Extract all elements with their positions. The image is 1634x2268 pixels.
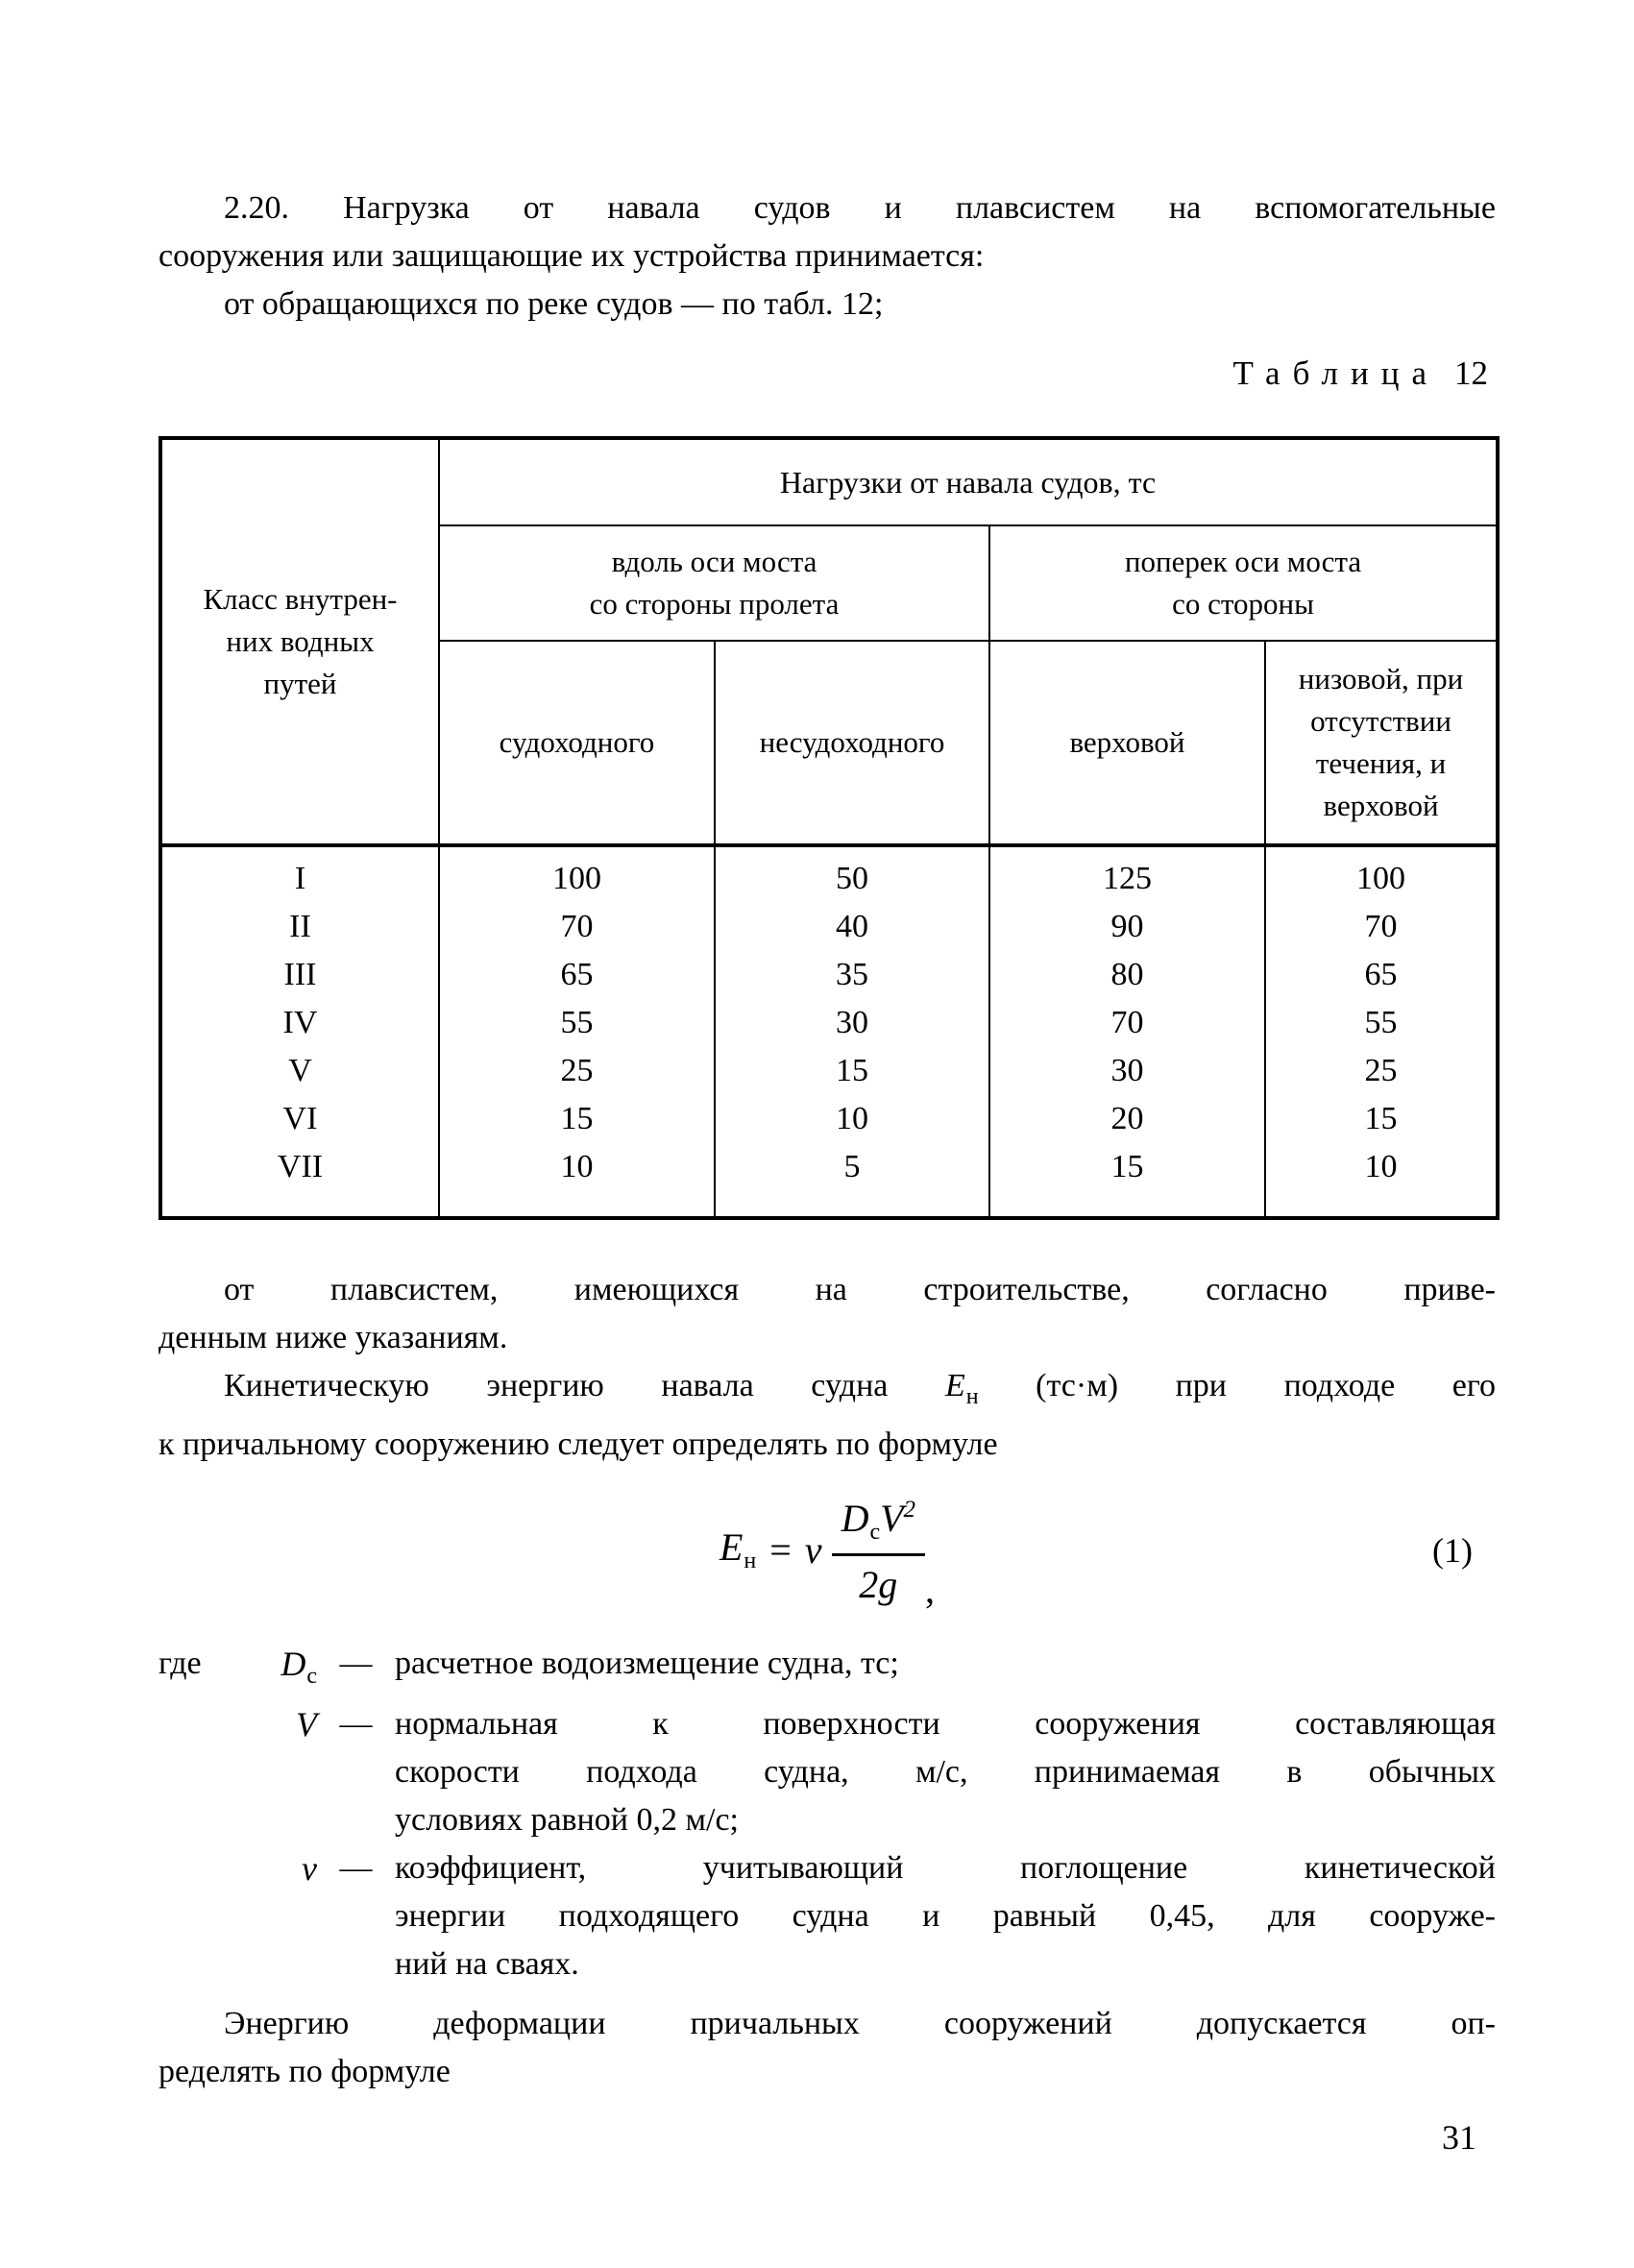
cell-class: III	[160, 951, 439, 999]
paragraph-2-20	[159, 184, 1496, 329]
definition-item	[159, 1844, 1496, 1988]
definition-item	[159, 1700, 1496, 1844]
cell-value: 10	[1265, 1143, 1498, 1218]
definition-text	[395, 1700, 1496, 1844]
definition-dash: —	[339, 1706, 373, 1742]
cell-value: 15	[989, 1143, 1265, 1218]
symbol-v: V	[880, 1496, 904, 1540]
table-caption	[159, 350, 1488, 398]
text-line: к причальному сооружению следует определять по формуле	[159, 1427, 998, 1462]
header-group-along-axis	[439, 525, 989, 641]
table-row	[160, 1047, 1498, 1095]
cell-value: 25	[439, 1047, 715, 1095]
cell-value: 90	[989, 903, 1265, 951]
paragraph-plavsystem	[159, 1266, 1496, 1362]
equals-sign: =	[769, 1528, 792, 1572]
where-label: где	[159, 1646, 202, 1681]
definition-dash: —	[339, 1646, 373, 1681]
cell-class: IV	[160, 999, 439, 1047]
text-line: 2.20. Нагрузка от навала судов и плавсистем на вспомогательные	[224, 190, 1496, 226]
text-line: условиях равной 0,2 м/с;	[395, 1802, 739, 1838]
text-line: энергии подходящего судна и равный 0,45, для сооруже-	[395, 1898, 1496, 1934]
header-loads-title: Нагрузки от навала судов, тс	[439, 438, 1498, 525]
cell-class: VII	[160, 1143, 439, 1218]
text-line: течения, и	[1315, 746, 1447, 780]
header-downstream	[1265, 641, 1498, 845]
text-line: Класс внутрен-	[203, 582, 398, 616]
cell-value: 100	[1265, 845, 1498, 903]
cell-value: 15	[439, 1095, 715, 1143]
cell-value: 55	[1265, 999, 1498, 1047]
text-line: вдоль оси моста	[611, 545, 817, 578]
table-row	[160, 903, 1498, 951]
text-line	[159, 1362, 1496, 1421]
cell-value: 100	[439, 845, 715, 903]
symbol-nu: ν	[804, 1528, 822, 1572]
symbol-e-subscript: н	[965, 1384, 979, 1409]
text-line: от обращающихся по реке судов — по табл. 12;	[224, 286, 884, 322]
cell-value: 25	[1265, 1047, 1498, 1095]
text-line: поперек оси моста	[1124, 545, 1362, 578]
table-caption-word: Таблица	[1232, 354, 1439, 392]
formula-lhs	[719, 1525, 757, 1573]
text-line: расчетное водоизмещение судна, тс;	[395, 1646, 899, 1681]
symbol-nu: ν	[302, 1849, 317, 1888]
text-line: ределять по формуле	[159, 2054, 451, 2089]
text-line: путей	[263, 667, 337, 700]
symbol-d: D	[841, 1496, 869, 1540]
text-line: от плавсистем, имеющихся на строительстве, согласно приве-	[224, 1272, 1496, 1307]
definition-item	[159, 1640, 1496, 1700]
text-line: коэффициент, учитывающий поглощение кинетической	[395, 1850, 1496, 1886]
cell-value: 35	[715, 951, 989, 999]
cell-value: 80	[989, 951, 1265, 999]
symbol-v: V	[296, 1705, 317, 1744]
cell-class: V	[160, 1047, 439, 1095]
formula-block	[159, 1478, 1496, 1622]
definition-symbol	[159, 1844, 317, 1988]
equation-number: (1)	[1432, 1531, 1473, 1570]
cell-value: 15	[1265, 1095, 1498, 1143]
text-line: скорости подхода судна, м/с, принимаемая в обычных	[395, 1754, 1496, 1790]
text-line: верховой	[1323, 789, 1439, 822]
text-line: отсутствии	[1310, 704, 1451, 738]
cell-value: 40	[715, 903, 989, 951]
cell-class: VI	[160, 1095, 439, 1143]
cell-value: 65	[439, 951, 715, 999]
definitions-list	[159, 1640, 1496, 1988]
cell-value: 10	[715, 1095, 989, 1143]
formula-equation	[159, 1478, 1496, 1622]
cell-value: 125	[989, 845, 1265, 903]
header-class-column	[160, 438, 439, 845]
cell-class: II	[160, 903, 439, 951]
text-run: (тс·м) при подходе его	[978, 1368, 1496, 1403]
definition-symbol	[159, 1700, 317, 1844]
cell-value: 65	[1265, 951, 1498, 999]
page-number: 31	[1442, 2118, 1476, 2157]
page-content	[159, 0, 1496, 2161]
symbol-v-exponent: 2	[903, 1496, 916, 1523]
text-line: них водных	[226, 624, 375, 658]
header-non-navigable: несудоходного	[715, 641, 989, 845]
cell-value: 30	[715, 999, 989, 1047]
cell-value: 15	[715, 1047, 989, 1095]
symbol-d: D	[280, 1645, 306, 1683]
paragraph-deformation-energy	[159, 2000, 1496, 2096]
table-row	[160, 845, 1498, 903]
symbol-e: E	[944, 1368, 965, 1403]
text-line: со стороны	[1172, 587, 1314, 621]
symbol-d-subscript: с	[306, 1664, 317, 1689]
text-line: денным ниже указаниям.	[159, 1320, 508, 1355]
symbol-e-subscript: н	[744, 1549, 757, 1573]
table-row	[160, 951, 1498, 999]
definition-dash: —	[339, 1850, 373, 1886]
text-run: Кинетическую энергию навала судна	[224, 1368, 945, 1403]
cell-value: 50	[715, 845, 989, 903]
cell-value: 30	[989, 1047, 1265, 1095]
text-line: нормальная к поверхности сооружения составляющая	[395, 1706, 1496, 1742]
symbol-d-subscript: с	[869, 1519, 881, 1545]
text-line: ний на сваях.	[395, 1946, 579, 1982]
text-line: низовой, при	[1298, 662, 1464, 695]
cell-value: 55	[439, 999, 715, 1047]
table-header-row-1	[160, 438, 1498, 525]
text-line: сооружения или защищающие их устройства принимается:	[159, 238, 985, 274]
text-line: Энергию деформации причальных сооружений допускается оп-	[224, 2006, 1496, 2041]
cell-value: 10	[439, 1143, 715, 1218]
cell-value: 70	[1265, 903, 1498, 951]
cell-value: 70	[439, 903, 715, 951]
table-row	[160, 999, 1498, 1047]
paragraph-kinetic-energy	[159, 1362, 1496, 1469]
table-caption-number: 12	[1454, 354, 1488, 392]
table-row	[160, 1095, 1498, 1143]
cell-value: 20	[989, 1095, 1265, 1143]
fraction	[832, 1498, 925, 1604]
text-line: со стороны пролета	[589, 587, 840, 621]
formula-comma: ,	[925, 1568, 936, 1611]
header-upstream: верховой	[989, 641, 1265, 845]
loads-table	[159, 436, 1500, 1220]
definition-text	[395, 1640, 1496, 1700]
fraction-numerator	[832, 1498, 925, 1556]
symbol-e: E	[719, 1525, 744, 1569]
cell-class: I	[160, 845, 439, 903]
fraction-denominator: 2g	[859, 1562, 898, 1606]
cell-value: 5	[715, 1143, 989, 1218]
cell-value: 70	[989, 999, 1265, 1047]
definition-text	[395, 1844, 1496, 1988]
header-navigable: судоходного	[439, 641, 715, 845]
header-group-across-axis	[989, 525, 1498, 641]
table-row	[160, 1143, 1498, 1218]
